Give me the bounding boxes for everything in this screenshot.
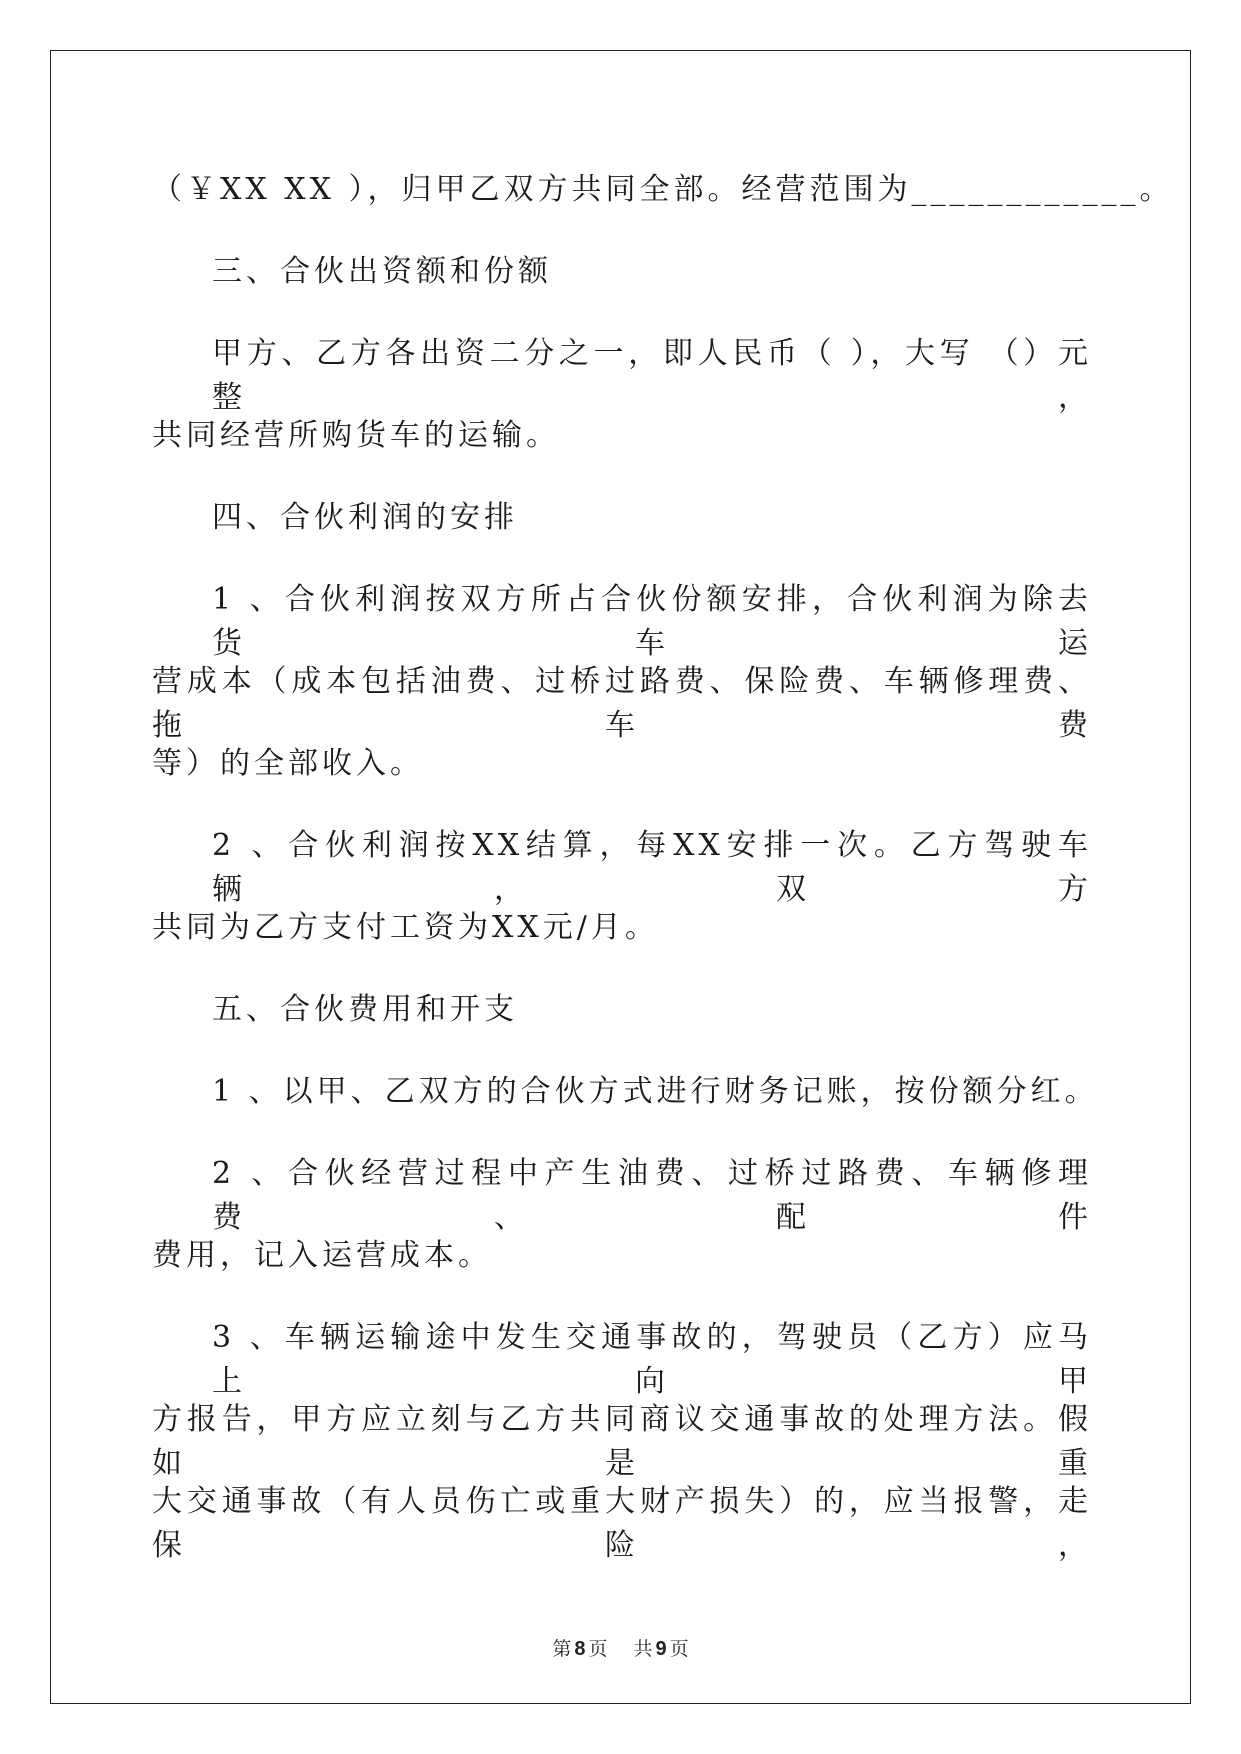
text-line: 大交通事故（有人员伤亡或重大财产损失）的，应当报警，走保险，	[152, 1484, 1092, 1563]
document-body	[152, 168, 1174, 1563]
section-heading: 四、合伙利润的安排	[212, 500, 518, 535]
text-line: 2 、合伙经营过程中产生油费、过桥过路费、车辆修理费、配件	[212, 1156, 1092, 1235]
text-line: 1 、以甲、乙双方的合伙方式进行财务记账，按份额分红。	[212, 1074, 1099, 1109]
text-line: 3 、车辆运输途中发生交通事故的，驾驶员（乙方）应马上向甲	[212, 1320, 1092, 1399]
text-line: 等）的全部收入。	[152, 746, 424, 781]
total-label-prefix: 共	[633, 1638, 653, 1660]
total-label-suffix: 页	[669, 1638, 689, 1660]
text-line: 方报告，甲方应立刻与乙方共同商议交通事故的处理方法。假如是重	[152, 1402, 1092, 1481]
page-number: 8	[574, 1638, 586, 1660]
page-label-prefix: 第	[552, 1638, 572, 1660]
section-heading: 五、合伙费用和开支	[212, 992, 518, 1027]
section-heading: 三、合伙出资额和份额	[212, 254, 552, 289]
text-line: 1 、合伙利润按双方所占合伙份额安排，合伙利润为除去货车运	[212, 582, 1092, 661]
text-line: 费用，记入运营成本。	[152, 1238, 492, 1273]
text-line: 共同为乙方支付工资为XX元/月。	[152, 910, 659, 945]
page-footer	[0, 1634, 1241, 1661]
text-line: 共同经营所购货车的运输。	[152, 418, 560, 453]
total-pages: 9	[655, 1638, 667, 1660]
page-label-suffix: 页	[588, 1638, 608, 1660]
text-line: 2 、合伙利润按XX结算，每XX安排一次。乙方驾驶车辆，双方	[212, 828, 1092, 907]
text-line: 甲方、乙方各出资二分之一，即人民币（ ），大写 （）元整 ，	[212, 336, 1092, 415]
text-line: （￥XX XX ），归甲乙双方共同全部。经营范围为____________。	[152, 172, 1174, 207]
text-line: 营成本（成本包括油费、过桥过路费、保险费、车辆修理费、拖车费	[152, 664, 1092, 743]
